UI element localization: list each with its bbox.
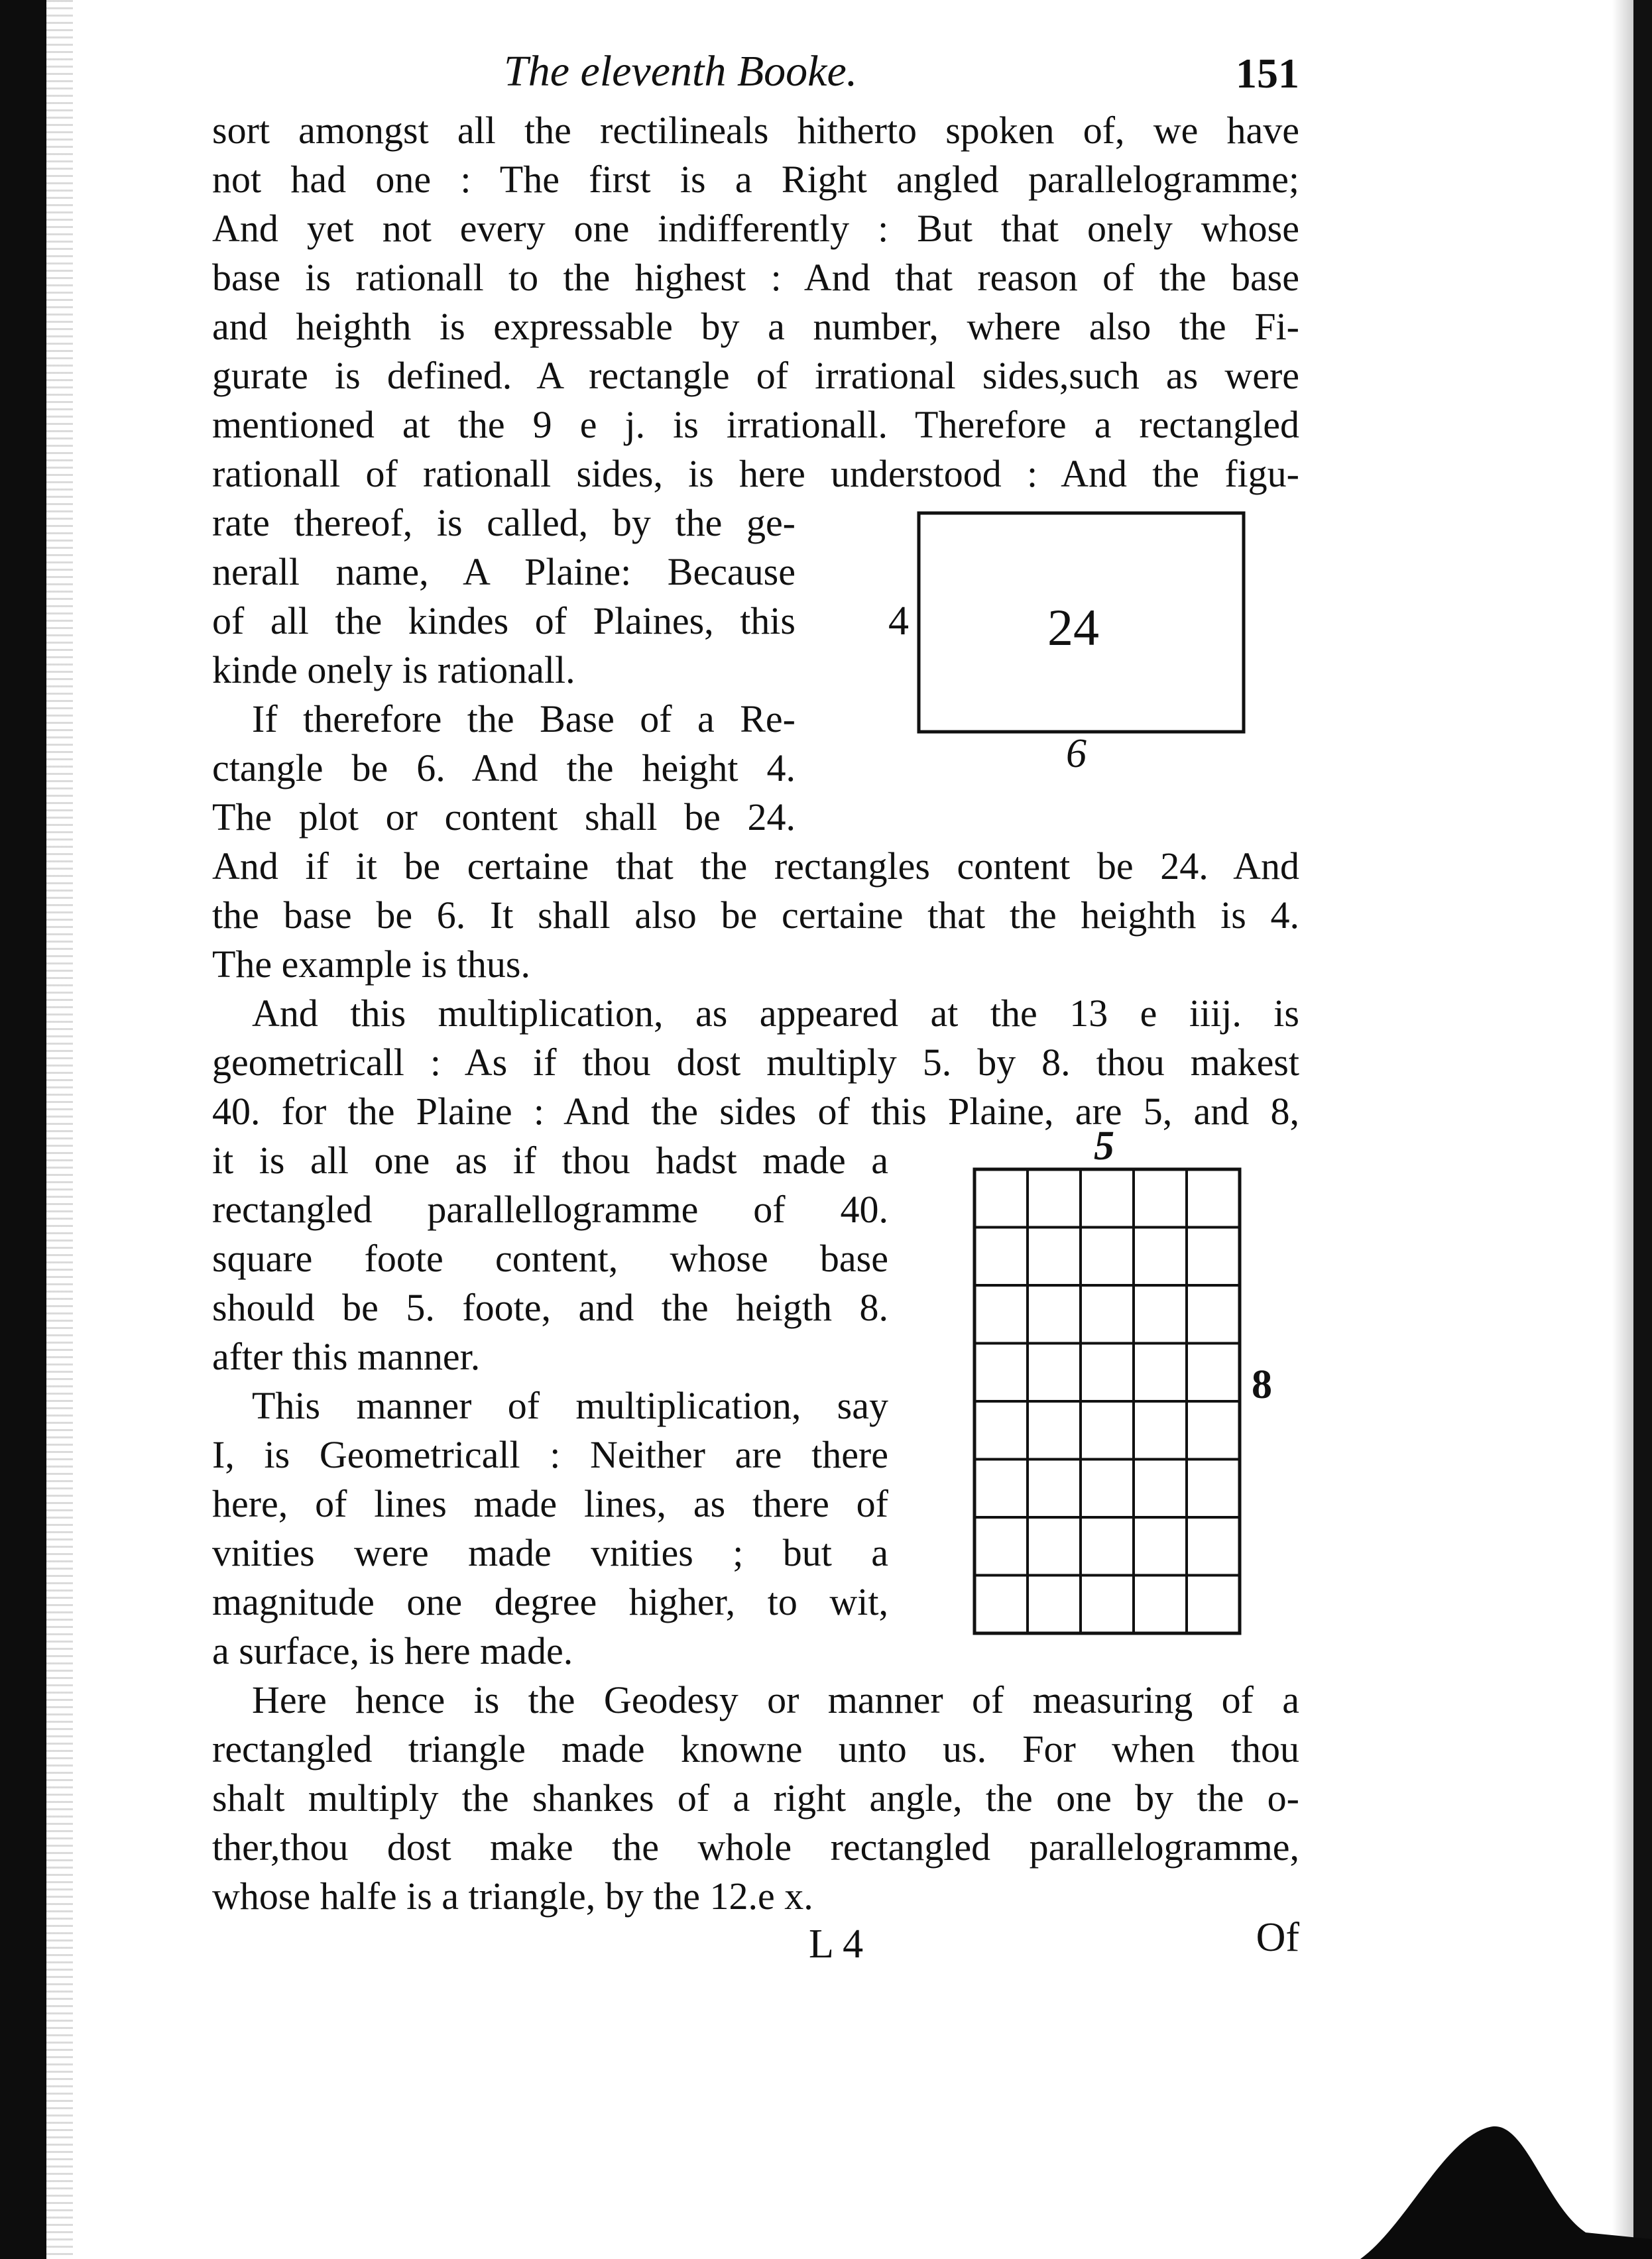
- scan-right-shade: [1612, 0, 1633, 2259]
- text-line: shalt multiply the shankes of a right angle, the one by the o-: [212, 1776, 1299, 1820]
- text-line: here, of lines made lines, as there of: [212, 1482, 888, 1525]
- text-line: rationall of rationall sides, is here understood : And the figu-: [212, 452, 1299, 495]
- text-line: And yet not every one indifferently : But that onely whose: [212, 207, 1299, 250]
- text-line: nerall name, A Plaine: Because: [212, 550, 796, 593]
- signature-mark: L 4: [809, 1922, 864, 1967]
- text-line: should be 5. foote, and the heigth 8.: [212, 1286, 888, 1329]
- scan-corner-blot: [1307, 2073, 1652, 2259]
- text-line: mentioned at the 9 e j. is irrationall. Therefore a rectangled: [212, 403, 1299, 446]
- wrap-block-grid: [212, 1124, 1299, 1676]
- book-page: [212, 40, 1299, 1981]
- wrap-text-left: [212, 498, 796, 842]
- wrap-block-rectangle: [212, 498, 1299, 842]
- text-line: kinde onely is rationall.: [212, 648, 575, 691]
- text-line: If therefore the Base of a Re-: [252, 697, 796, 740]
- text-line: sort amongst all the rectilineals hitherto spoken of, we have: [212, 109, 1299, 152]
- text-line: gurate is defined. A rectangle of irrational sides,such as were: [212, 354, 1299, 397]
- paragraph-1: [212, 106, 1299, 498]
- paragraph-2-rest: [212, 842, 1299, 989]
- text-line: not had one : The first is a Right angled parallelogramme;: [212, 158, 1299, 201]
- page-number: 151: [1236, 50, 1299, 97]
- text-line: magnitude one degree higher, to wit,: [212, 1580, 888, 1623]
- text-line: whose halfe is a triangle, by the 12.e x.: [212, 1875, 813, 1918]
- scan-right-edge: [1633, 0, 1652, 2259]
- text-line: The plot or content shall be 24.: [212, 795, 796, 839]
- wrap-text-left: [212, 1136, 888, 1676]
- text-line: base is rationall to the highest : And that reason of the base: [212, 256, 1299, 299]
- running-title: The eleventh Booke.: [504, 47, 858, 95]
- text-line: 40. for the Plaine : And the sides of this Plaine, are 5, and 8,: [212, 1090, 1299, 1133]
- text-line: it is all one as if thou hadst made a: [212, 1139, 888, 1182]
- text-line: vnities were made vnities ; but a: [212, 1531, 888, 1574]
- text-line: Here hence is the Geodesy or manner of measuring of a: [252, 1678, 1299, 1721]
- text-line: of all the kindes of Plaines, this: [212, 599, 796, 642]
- text-line: and heighth is expressable by a number, where also the Fi-: [212, 305, 1299, 348]
- grid-figure: [948, 1123, 1293, 1640]
- text-line: I, is Geometricall : Neither are there: [212, 1433, 888, 1476]
- scan-left-edge: [0, 0, 46, 2259]
- rectangle-side-label: 4: [888, 599, 909, 644]
- grid-diagram: [948, 1123, 1293, 1640]
- text-line: And if it be certaine that the rectangles content be 24. And: [212, 844, 1299, 888]
- text-line: This manner of multiplication, say: [252, 1384, 888, 1427]
- text-line: square foote content, whose base: [212, 1237, 888, 1280]
- text-line: a surface, is here made.: [212, 1629, 573, 1672]
- text-line: And this multiplication, as appeared at the 13 e iiij. is: [252, 992, 1299, 1035]
- rectangle-figure: [888, 505, 1273, 783]
- text-line: rectangled parallellogramme of 40.: [212, 1188, 888, 1231]
- text-line: ctangle be 6. And the height 4.: [212, 746, 796, 789]
- paragraph-3: [212, 989, 1299, 1136]
- page-footer: [212, 1915, 1299, 1981]
- text-line: The example is thus.: [212, 943, 531, 986]
- scan-left-speckle: [46, 0, 73, 2259]
- text-line: rectangled triangle made knowne unto us. For when thou: [212, 1727, 1299, 1770]
- rectangle-base-label: 6: [1066, 731, 1087, 776]
- catchword: Of: [1256, 1915, 1299, 1960]
- page-header: [212, 40, 1299, 106]
- text-line: the base be 6. It shall also be certaine that the heighth is 4.: [212, 894, 1299, 937]
- text-line: ther,thou dost make the whole rectangled parallelogramme,: [212, 1825, 1299, 1869]
- rectangle-area-label: 24: [1047, 599, 1099, 656]
- grid-side-label: 8: [1252, 1362, 1272, 1407]
- paragraph-5: [212, 1676, 1299, 1921]
- text-line: geometricall : As if thou dost multiply 5. by 8. thou makest: [212, 1041, 1299, 1084]
- text-line: after this manner.: [212, 1335, 481, 1378]
- grid-top-label: 5: [1094, 1124, 1114, 1169]
- text-line: rate thereof, is called, by the ge-: [212, 501, 796, 544]
